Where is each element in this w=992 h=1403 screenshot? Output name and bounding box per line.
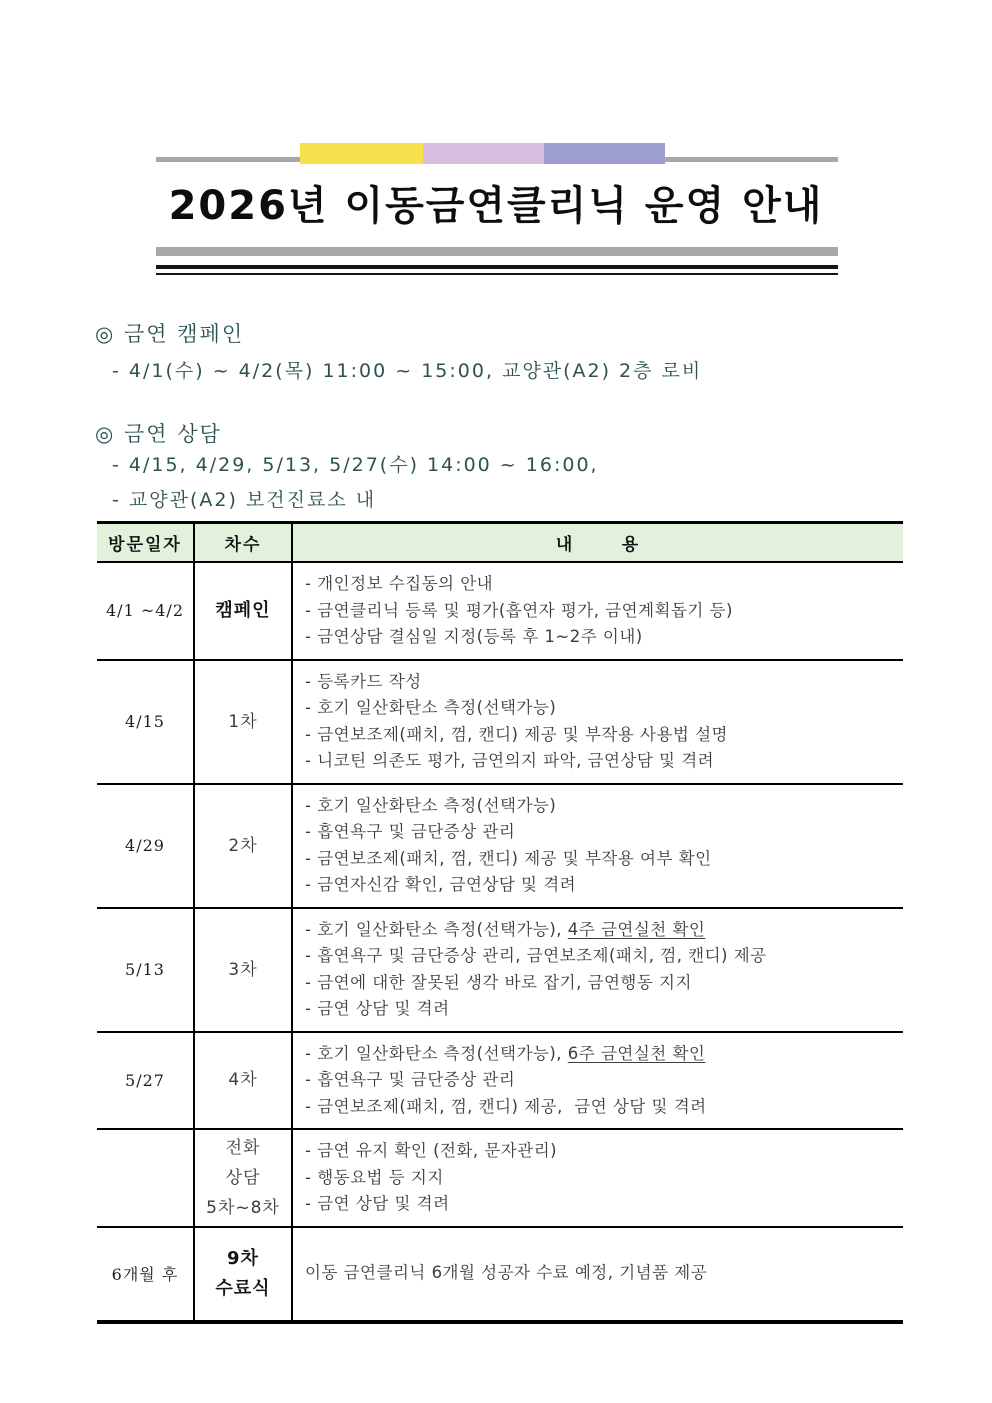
session-cell: [194, 1032, 292, 1130]
campaign-schedule-line: - 4/1(수) ~ 4/2(목) 11:00 ~ 15:00, 교양관(A2) 2층 로비: [112, 360, 703, 382]
content-line: - 금연에 대한 잘못된 생각 바로 잡기, 금연행동 지지: [305, 972, 692, 992]
table-row: [97, 784, 903, 908]
session-line: 수료식: [215, 1277, 271, 1299]
header-content: 내 용: [292, 523, 903, 563]
session-cell: [194, 1129, 292, 1227]
decor-double-line: [156, 265, 838, 275]
content-cell: [292, 660, 903, 784]
decor-bar-gray: [156, 247, 838, 256]
content-line: - 금연 상담 및 격려: [305, 1194, 450, 1213]
header-visit-date: 방문일자: [97, 523, 194, 563]
table-row: [97, 660, 903, 784]
table-header-row: [97, 523, 903, 563]
visit-date-cell: 4/29: [97, 784, 194, 908]
page-title: 2026년 이동금연클리닉 운영 안내: [168, 183, 824, 229]
content-line: - 금연상담 결심일 지정(등록 후 1~2주 이내): [305, 627, 643, 646]
table-row: [97, 908, 903, 1032]
session-line: 2차: [228, 835, 258, 856]
session-line: 전화: [225, 1137, 261, 1158]
session-cell: [194, 660, 292, 784]
session-line: 9차: [227, 1247, 259, 1269]
content-line: - 금연 유지 확인 (전화, 문자관리): [305, 1141, 558, 1160]
visit-date-cell: [97, 1129, 194, 1227]
decor-bar-periwinkle: [544, 143, 665, 164]
section-heading-counseling: ◎ 금연 상담: [95, 422, 222, 446]
content-line: - 호기 일산화탄소 측정(선택가능): [305, 795, 557, 815]
session-line: 3차: [228, 959, 258, 980]
content-line: - 개인정보 수집동의 안내: [305, 574, 494, 593]
header-session: 차수: [194, 523, 292, 563]
visit-date-cell: 5/27: [97, 1032, 194, 1130]
content-line: - 금연자신감 확인, 금연상담 및 격려: [305, 875, 577, 894]
section-heading-campaign: ◎ 금연 캠페인: [95, 322, 245, 346]
content-line: - 흡연욕구 및 금단증상 관리: [305, 822, 516, 841]
decor-bar-yellow: [300, 143, 423, 164]
visit-date-cell: 5/13: [97, 908, 194, 1032]
visit-date-cell: 4/1 ~4/2: [97, 562, 194, 660]
session-line: 4차: [228, 1070, 258, 1091]
counseling-location-line: - 교양관(A2) 보건진료소 내: [112, 489, 377, 511]
content-line: 이동 금연클리닉 6개월 성공자 수료 예정, 기념품 제공: [305, 1263, 708, 1283]
content-line: - 호기 일산화탄소 측정(선택가능): [305, 698, 557, 717]
session-line: 캠페인: [215, 599, 271, 621]
content-line: - 호기 일산화탄소 측정(선택가능), 6주 금연실천 확인: [305, 1043, 706, 1063]
session-cell: [194, 562, 292, 660]
content-cell: [292, 908, 903, 1032]
content-line: - 금연보조제(패치, 껌, 캔디) 제공 및 부작용 여부 확인: [305, 848, 712, 868]
content-line: - 호기 일산화탄소 측정(선택가능), 4주 금연실천 확인: [305, 919, 706, 939]
session-line: 5차~8차: [206, 1197, 280, 1218]
content-cell: [292, 562, 903, 660]
content-line: - 금연보조제(패치, 껌, 캔디) 제공 및 부작용 사용법 설명: [305, 724, 728, 744]
session-cell: [194, 1227, 292, 1322]
visit-date-cell: 6개월 후: [97, 1227, 194, 1322]
visit-date-cell: 4/15: [97, 660, 194, 784]
content-cell: [292, 784, 903, 908]
schedule-table: [97, 521, 903, 1324]
session-line: 상담: [225, 1167, 261, 1188]
content-cell: [292, 1129, 903, 1227]
table-row: [97, 1227, 903, 1322]
content-line: - 금연클리닉 등록 및 평가(흡연자 평가, 금연계획돕기 등): [305, 600, 733, 620]
content-line: - 등록카드 작성: [305, 671, 422, 691]
schedule-table-body: [97, 562, 903, 1322]
content-line: - 흡연욕구 및 금단증상 관리, 금연보조제(패치, 껌, 캔디) 제공: [305, 946, 767, 965]
table-row: [97, 1032, 903, 1130]
counseling-schedule-line: - 4/15, 4/29, 5/13, 5/27(수) 14:00 ~ 16:00,: [112, 454, 599, 476]
content-line: - 흡연욕구 및 금단증상 관리: [305, 1070, 516, 1089]
table-row: [97, 1129, 903, 1227]
content-line: - 금연 상담 및 격려: [305, 999, 450, 1018]
content-line: - 금연보조제(패치, 껌, 캔디) 제공, 금연 상담 및 격려: [305, 1096, 707, 1116]
content-cell: [292, 1227, 903, 1322]
session-line: 1차: [228, 711, 258, 732]
session-cell: [194, 908, 292, 1032]
content-cell: [292, 1032, 903, 1130]
session-cell: [194, 784, 292, 908]
table-row: [97, 562, 903, 660]
content-line: - 니코틴 의존도 평가, 금연의지 파악, 금연상담 및 격려: [305, 751, 715, 770]
content-line: - 행동요법 등 지지: [305, 1167, 444, 1187]
decor-bar-lilac: [423, 143, 544, 164]
